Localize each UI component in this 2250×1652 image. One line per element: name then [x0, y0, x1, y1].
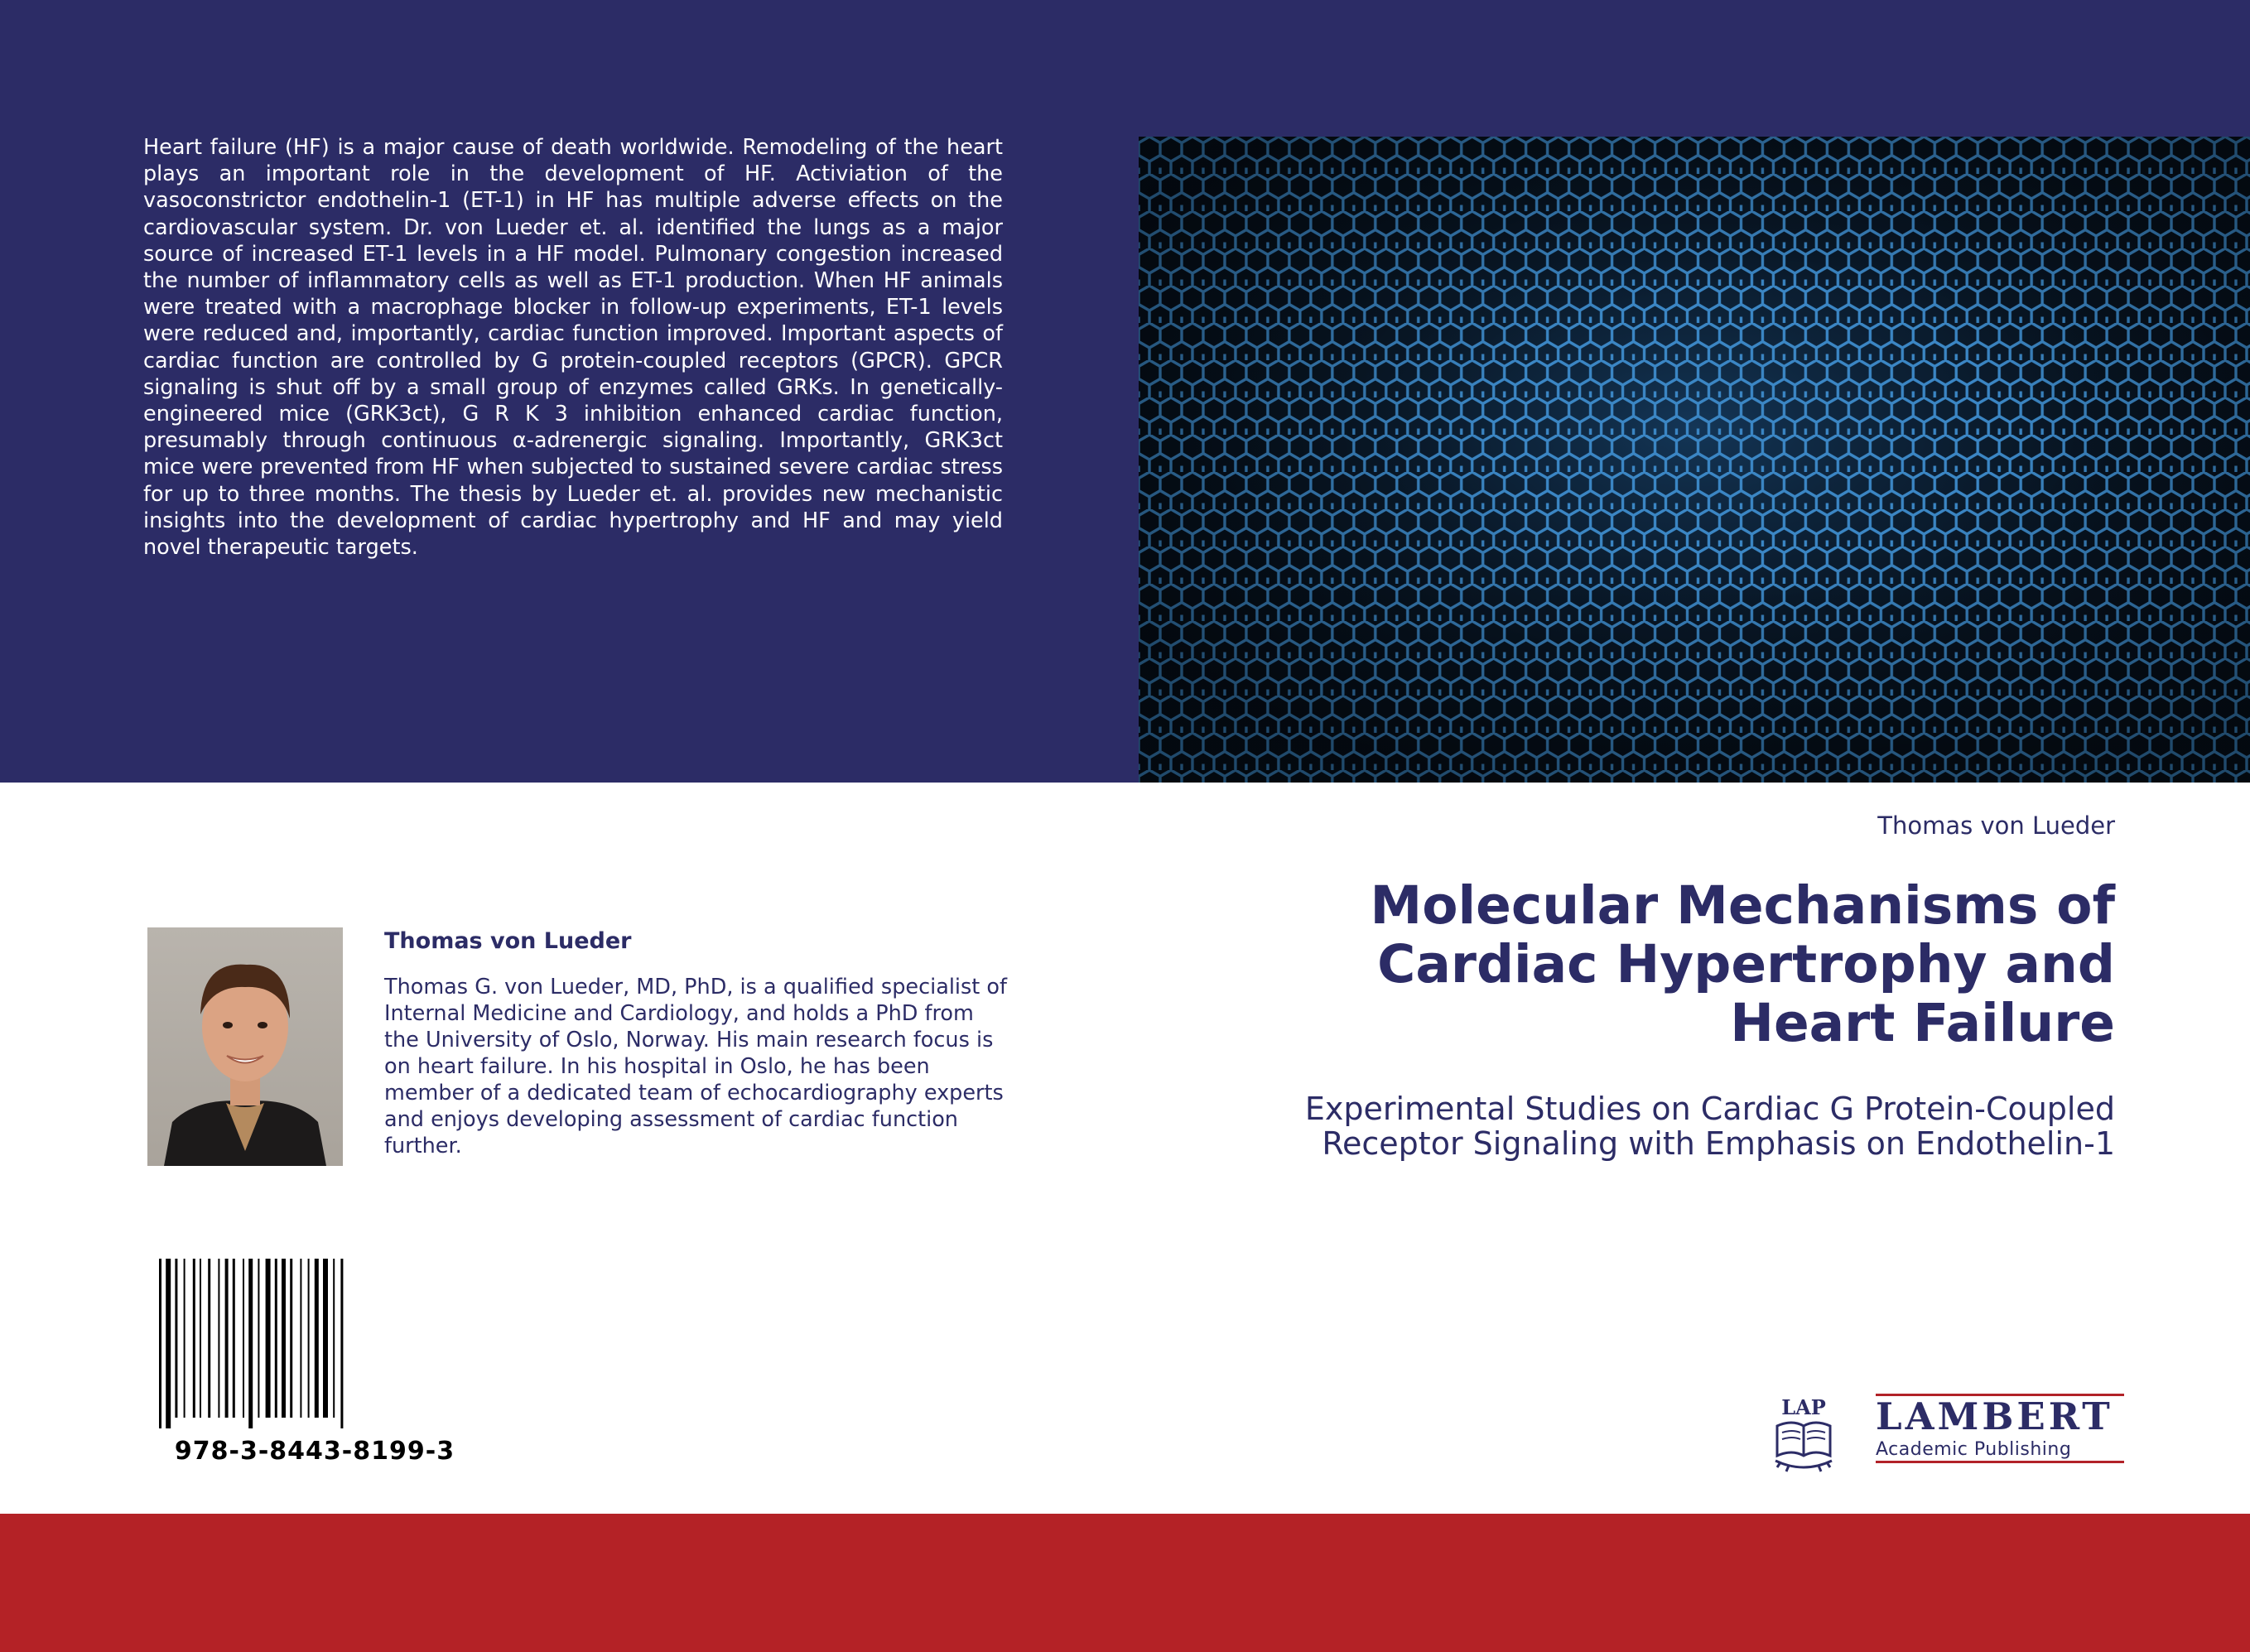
barcode-bar [266, 1259, 271, 1418]
barcode-bar [323, 1259, 328, 1418]
book-title: Molecular Mechanisms of Cardiac Hypertrophy and Heart Failure [1370, 875, 2115, 1053]
barcode-bar [290, 1259, 292, 1418]
barcode-bar [258, 1259, 259, 1418]
barcode-bar [340, 1259, 343, 1428]
author-portrait [147, 927, 343, 1166]
bio-text: Thomas G. von Lueder, MD, PhD, is a qualified specialist of Internal Medicine and Cardiology, and holds a PhD from the University of Oslo, Norway. His main research focus is on heart failure. In his hospital in Oslo, he has been member of a dedicated team of echocardiography experts and enjoys developing assessment of cardiac function further. [384, 975, 1007, 1158]
back-cover-blurb: Heart failure (HF) is a major cause of death worldwide. Remodeling of the heart plays an important role in the development of HF. Activiation of the vasoconstrictor endothelin-1 (ET-1) in HF has multiple adverse effects on the cardiovascular system. Dr. von Lueder et. al. identified the lungs as a major source of increased ET-1 levels in a HF model. Pulmonary congestion increased the number of inflammatory cells as well as ET-1 production. When HF animals were treated with a macrophage blocker in follow-up experiments, ET-1 levels were reduced and, importantly, cardiac function improved. Important aspects of cardiac function are controlled by G protein-coupled receptors (GPCR). GPCR signaling is shut off by a small group of enzymes called GRKs. In genetically-engineered mice (GRK3ct), G R K 3 inhibition enhanced cardiac function, presumably through continuous α-adrenergic signaling. Importantly, GRK3ct mice were prevented from HF when subjected to sustained severe cardiac stress for up to three months. The thesis by Lueder et. al. provides new mechanistic insights into the development of cardiac hypertrophy and HF and may yield novel therapeutic targets. [143, 135, 1003, 561]
barcode-bar [282, 1259, 286, 1418]
publisher-tagline: Academic Publishing [1876, 1439, 2072, 1460]
isbn-number: 978-3-8443-8199-3 [174, 1437, 455, 1466]
bottom-red-band [0, 1514, 2250, 1652]
cover-author: Thomas von Lueder [1877, 812, 2115, 840]
barcode-bar [300, 1259, 301, 1418]
bio-author-name: Thomas von Lueder [384, 928, 632, 954]
publisher-emblem-text: LAP [1781, 1395, 1826, 1419]
barcode-bar [200, 1259, 201, 1418]
hexagon-mesh-pattern [1139, 137, 2250, 783]
barcode-bar [233, 1259, 235, 1418]
barcode-bar [184, 1259, 185, 1418]
barcode-bar [193, 1259, 195, 1418]
book-subtitle: Experimental Studies on Cardiac G Protein-Coupled Receptor Signaling with Emphasis on Endothelin-1 [1304, 1091, 2115, 1162]
barcode-bar [333, 1259, 335, 1418]
barcode-bar [308, 1259, 310, 1418]
barcode-bar [315, 1259, 319, 1418]
barcode-bar [175, 1259, 177, 1418]
isbn-barcode [157, 1259, 472, 1428]
hexagon-mesh-panel [1139, 137, 2250, 783]
barcode-bar [225, 1259, 229, 1418]
barcode-bar [275, 1259, 277, 1418]
barcode-bar [159, 1259, 161, 1428]
publisher-rule-bottom [1876, 1461, 2124, 1463]
barcode-bar [166, 1259, 171, 1428]
open-book-laurel-icon [1775, 1423, 1832, 1471]
barcode-bar [208, 1259, 210, 1418]
barcode-bar [248, 1259, 253, 1428]
author-portrait-illustration [147, 927, 343, 1166]
barcode-bar [218, 1259, 219, 1418]
publisher-name: LAMBERT [1876, 1394, 2113, 1438]
barcode-bar [243, 1259, 244, 1418]
